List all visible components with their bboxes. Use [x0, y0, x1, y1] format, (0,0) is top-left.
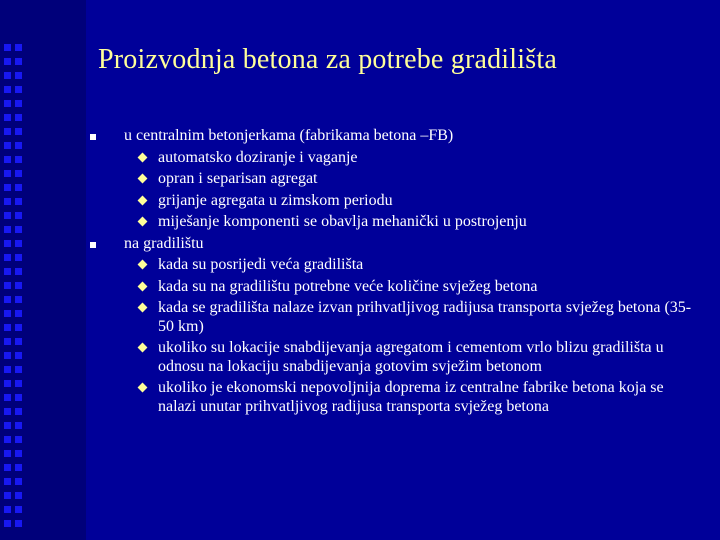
- sub-bullet-text: kada su posrijedi veća gradilišta: [158, 256, 364, 273]
- diamond-bullet-icon: [138, 303, 148, 313]
- sub-bullet-item: [90, 192, 700, 211]
- sub-bullet-text: miješanje komponenti se obavlja mehanički u postrojenju: [158, 213, 527, 230]
- sub-bullet-item: [90, 170, 700, 189]
- sub-bullet-text: ukoliko su lokacije snabdijevanja agregatom i cementom vrlo blizu gradilišta u odnosu na lokaciju snabdijevanja gotovim svježim betonom: [158, 339, 664, 375]
- square-bullet-icon: [90, 134, 96, 140]
- sub-bullet-text: kada se gradilišta nalaze izvan prihvatljivog radijusa transporta svježeg betona (35-50 km): [158, 299, 692, 335]
- sub-bullet-text: automatsko doziranje i vaganje: [158, 148, 358, 166]
- sub-bullet-text: opran i separisan agregat: [158, 170, 318, 187]
- sub-bullet-item: [90, 299, 700, 336]
- sub-bullet-item: [90, 213, 700, 232]
- bullet-group-1: [90, 127, 700, 232]
- diamond-bullet-icon: [138, 174, 148, 184]
- slide-content: [90, 124, 700, 416]
- decorative-squares-grid: [2, 40, 24, 530]
- diamond-bullet-icon: [138, 260, 148, 270]
- diamond-bullet-icon: [138, 152, 148, 162]
- bullet-group-2: [90, 235, 700, 417]
- diamond-bullet-icon: [138, 383, 148, 393]
- slide-title: Proizvodnja betona za potrebe gradilišta: [98, 44, 557, 75]
- sub-bullet-item: [90, 339, 700, 376]
- diamond-bullet-icon: [138, 217, 148, 227]
- sub-bullet-text: kada su na gradilištu potrebne veće količine svježeg betona: [158, 277, 538, 295]
- sub-bullet-text: ukoliko je ekonomski nepovoljnija doprema iz centralne fabrike betona koja se nalazi unutar prihvatljivog radijusa transporta svježeg betona: [158, 379, 664, 415]
- bullet-text: u centralnim betonjerkama (fabrikama betona –FB): [124, 127, 454, 144]
- decorative-sidebar: [0, 0, 86, 540]
- sub-bullet-item: [90, 379, 700, 416]
- square-bullet-icon: [90, 242, 96, 248]
- diamond-bullet-icon: [138, 343, 148, 353]
- sub-bullet-item: [90, 278, 700, 297]
- bullet-item: [90, 127, 700, 146]
- sub-bullet-item: [90, 256, 700, 275]
- sub-bullet-text: grijanje agregata u zimskom periodu: [158, 191, 393, 209]
- sub-bullet-item: [90, 149, 700, 168]
- diamond-bullet-icon: [138, 195, 148, 205]
- bullet-item: [90, 235, 700, 254]
- bullet-text: na gradilištu: [124, 234, 204, 252]
- diamond-bullet-icon: [138, 281, 148, 291]
